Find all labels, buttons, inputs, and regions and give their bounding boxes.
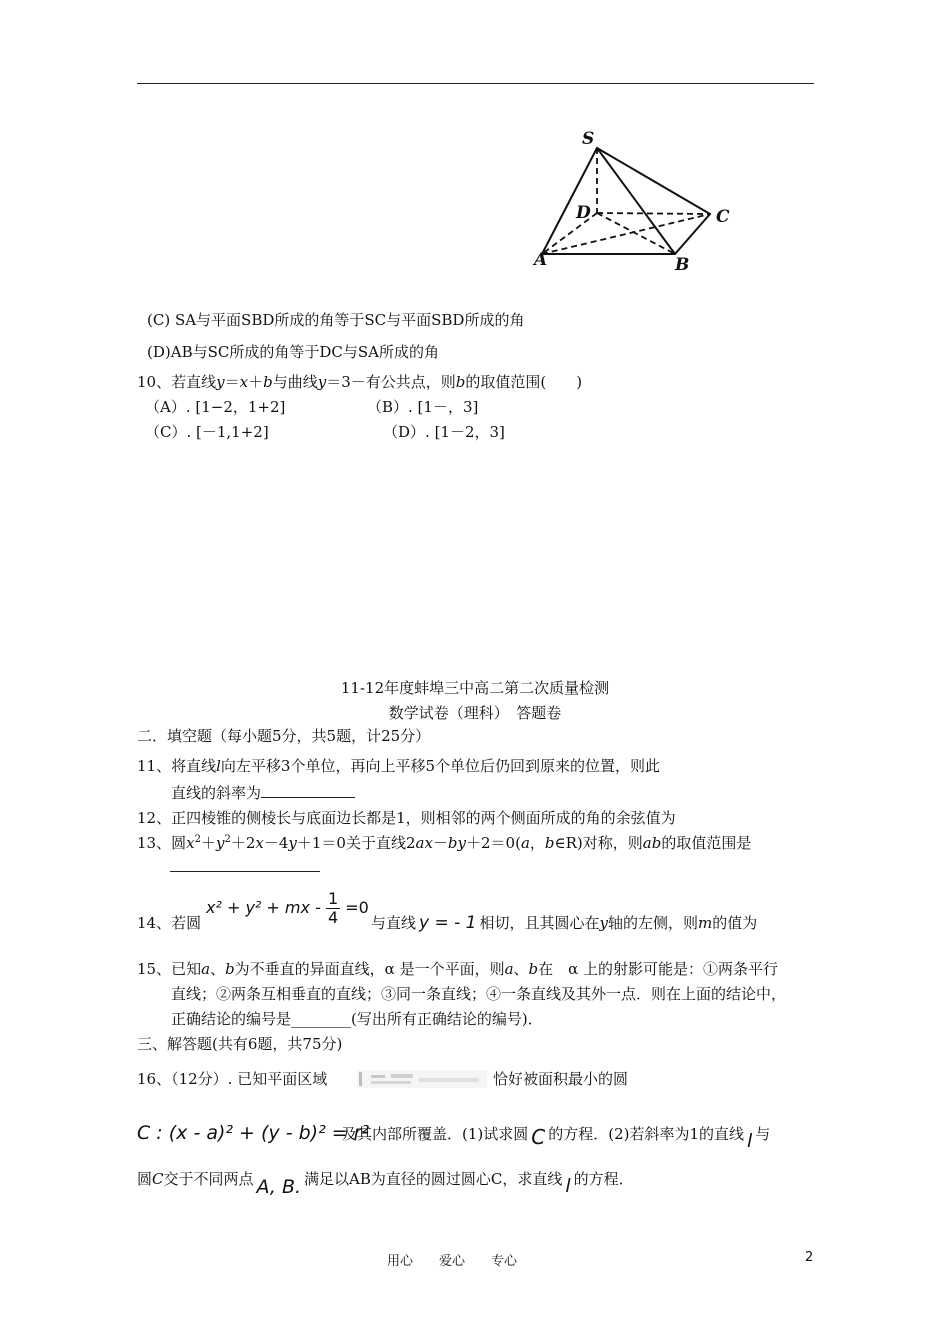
q12-stem: 12、正四棱锥的侧棱长与底面边长都是1，则相邻的两个侧面所成的角的余弦值为	[137, 809, 676, 827]
q16-line3: 圆C交于不同两点 A, B. 满足以AB为直径的圆过圆心C，求直线 l 的方程．	[137, 1170, 634, 1198]
footer-slogan: 用心 爱心 专心	[387, 1254, 518, 1269]
q14-text: 与直线 y = - 1 相切，且其圆心在y轴的左侧，则m的值为	[371, 913, 758, 933]
q10-option-b: （B）. [1－，3]	[367, 398, 479, 416]
section-2-title: 二．填空题（每小题5分，共5题，计25分）	[137, 727, 431, 745]
q16-circle-equation: C : (x - a)² + (y - b)² = r²	[137, 1122, 370, 1144]
vertex-label-B: B	[675, 255, 690, 275]
q10-option-d: （D）. [1－2，3]	[383, 423, 505, 441]
vertex-label-C: C	[716, 207, 730, 227]
q14-label: 14、若圆	[137, 914, 202, 932]
q15-line3: 正确结论的编号是________(写出所有正确结论的编号)．	[171, 1010, 543, 1028]
pyramid-figure	[520, 118, 750, 278]
q14-fraction: $\frac{1}{4}$	[327, 889, 339, 927]
q10-option-a: （A）. [1−2，1+2]	[145, 398, 286, 416]
section-3-title: 三、解答题(共有6题，共75分)	[137, 1035, 343, 1053]
q16-line1-part1: 16、（12分）. 已知平面区域	[137, 1070, 328, 1088]
q11-line2: 直线的斜率为	[171, 784, 355, 802]
q11-answer-blank[interactable]	[261, 797, 355, 798]
answer-sheet-subtitle: 数学试卷（理科） 答题卷	[388, 704, 562, 722]
region-system-image	[357, 1070, 487, 1088]
q14-circle-equation: x² + y² + mx - $\frac{1}{4}$ =0	[206, 889, 369, 927]
answer-sheet-title: 11-12年度蚌埠三中高二第二次质量检测	[340, 679, 610, 697]
vertex-label-D: D	[576, 203, 591, 223]
vertex-label-A: A	[534, 250, 548, 270]
q16-line2: 及其内部所覆盖．(1)试求圆 C 的方程．(2)若斜率为1的直线 l 与	[342, 1125, 771, 1152]
q10-stem: 10、若直线y＝x＋b与曲线y＝3－有公共点，则b的取值范围( )	[137, 373, 583, 391]
q15-line2: 直线；②两条互相垂直的直线；③同一条直线；④一条直线及其外一点．则在上面的结论中，	[171, 985, 787, 1003]
q10-option-c: （C）. [－1,1+2]	[145, 423, 269, 441]
q13-stem: 13、圆$x^2+y^2+2x-4y+1=0$关于直线2ax－by＋2＝0(a，b∈R)对称，则ab的取值范围是	[137, 834, 752, 852]
q13-answer-blank[interactable]	[170, 857, 320, 872]
q11-stem: 11、将直线l向左平移3个单位，再向上平移5个单位后仍回到原来的位置，则此	[137, 757, 661, 775]
q16-line1-part2: 恰好被面积最小的圆	[493, 1070, 629, 1088]
vertex-label-S: S	[582, 129, 595, 149]
q9-option-c: (C) SA与平面SBD所成的角等于SC与平面SBD所成的角	[147, 311, 525, 329]
q9-option-d: (D)AB与SC所成的角等于DC与SA所成的角	[147, 343, 439, 361]
q15-line1: 15、已知a、b为不垂直的异面直线，α 是一个平面，则a、b在 α 上的射影可能是：①两条平行	[137, 960, 779, 978]
header-rule	[137, 83, 814, 84]
page-number: 2	[805, 1250, 814, 1265]
